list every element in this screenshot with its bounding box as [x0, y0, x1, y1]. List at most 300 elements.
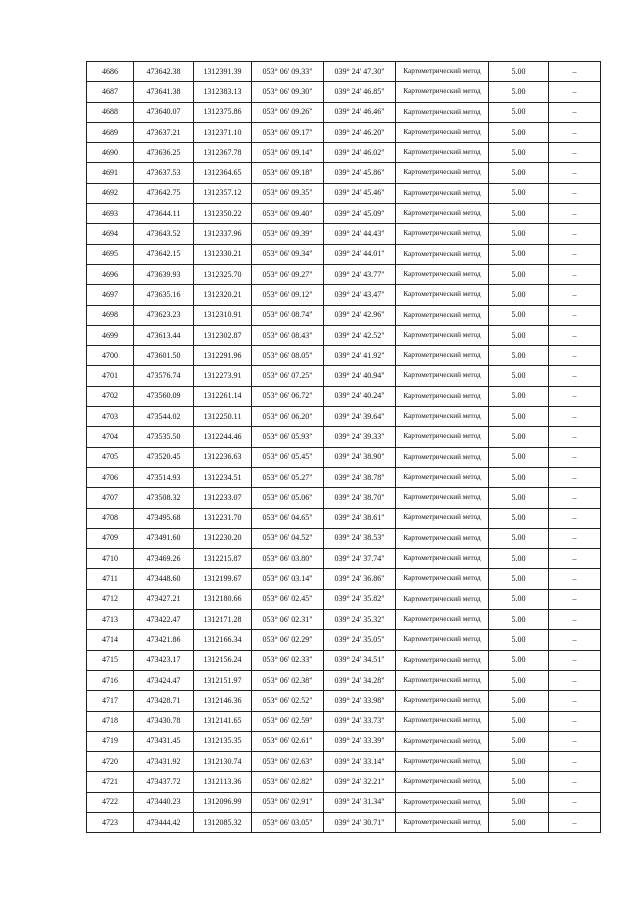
latitude-cell: 053° 06' 03.80"	[252, 549, 324, 569]
method-cell: Картометрический метод	[396, 569, 489, 589]
note-cell: –	[549, 731, 601, 751]
note-cell: –	[549, 467, 601, 487]
y-coordinate-cell: 1312330.21	[194, 244, 252, 264]
table-row	[87, 346, 601, 366]
y-coordinate-cell: 1312166.34	[194, 630, 252, 650]
y-coordinate-cell: 1312180.66	[194, 589, 252, 609]
accuracy-cell: 5.00	[489, 610, 549, 630]
accuracy-cell: 5.00	[489, 366, 549, 386]
latitude-cell: 053° 06' 04.52"	[252, 528, 324, 548]
longitude-cell: 039° 24' 45.86"	[324, 163, 396, 183]
point-number-cell: 4697	[87, 285, 134, 305]
point-number-cell: 4704	[87, 427, 134, 447]
method-cell: Картометрический метод	[396, 812, 489, 832]
latitude-cell: 053° 06' 09.39"	[252, 224, 324, 244]
table-row	[87, 752, 601, 772]
method-cell: Картометрический метод	[396, 305, 489, 325]
method-cell: Картометрический метод	[396, 82, 489, 102]
accuracy-cell: 5.00	[489, 447, 549, 467]
x-coordinate-cell: 473642.38	[134, 62, 194, 82]
latitude-cell: 053° 06' 08.43"	[252, 325, 324, 345]
method-cell: Картометрический метод	[396, 244, 489, 264]
method-cell: Картометрический метод	[396, 488, 489, 508]
method-cell: Картометрический метод	[396, 467, 489, 487]
note-cell: –	[549, 407, 601, 427]
note-cell: –	[549, 346, 601, 366]
y-coordinate-cell: 1312141.65	[194, 711, 252, 731]
longitude-cell: 039° 24' 44.43"	[324, 224, 396, 244]
longitude-cell: 039° 24' 43.77"	[324, 264, 396, 284]
table-row	[87, 792, 601, 812]
y-coordinate-cell: 1312230.20	[194, 528, 252, 548]
note-cell: –	[549, 285, 601, 305]
point-number-cell: 4695	[87, 244, 134, 264]
table-row	[87, 183, 601, 203]
method-cell: Картометрический метод	[396, 691, 489, 711]
y-coordinate-cell: 1312146.36	[194, 691, 252, 711]
point-number-cell: 4719	[87, 731, 134, 751]
method-cell: Картометрический метод	[396, 325, 489, 345]
longitude-cell: 039° 24' 33.98"	[324, 691, 396, 711]
accuracy-cell: 5.00	[489, 691, 549, 711]
latitude-cell: 053° 06' 09.14"	[252, 143, 324, 163]
point-number-cell: 4701	[87, 366, 134, 386]
method-cell: Картометрический метод	[396, 386, 489, 406]
method-cell: Картометрический метод	[396, 224, 489, 244]
method-cell: Картометрический метод	[396, 366, 489, 386]
y-coordinate-cell: 1312320.21	[194, 285, 252, 305]
method-cell: Картометрический метод	[396, 407, 489, 427]
accuracy-cell: 5.00	[489, 224, 549, 244]
longitude-cell: 039° 24' 46.20"	[324, 122, 396, 142]
method-cell: Картометрический метод	[396, 630, 489, 650]
y-coordinate-cell: 1312199.67	[194, 569, 252, 589]
y-coordinate-cell: 1312085.32	[194, 812, 252, 832]
latitude-cell: 053° 06' 02.82"	[252, 772, 324, 792]
y-coordinate-cell: 1312375.86	[194, 102, 252, 122]
x-coordinate-cell: 473640.07	[134, 102, 194, 122]
longitude-cell: 039° 24' 45.09"	[324, 204, 396, 224]
y-coordinate-cell: 1312244.46	[194, 427, 252, 447]
longitude-cell: 039° 24' 39.33"	[324, 427, 396, 447]
table-row	[87, 305, 601, 325]
method-cell: Картометрический метод	[396, 752, 489, 772]
x-coordinate-cell: 473427.21	[134, 589, 194, 609]
y-coordinate-cell: 1312113.36	[194, 772, 252, 792]
y-coordinate-cell: 1312325.70	[194, 264, 252, 284]
method-cell: Картометрический метод	[396, 102, 489, 122]
method-cell: Картометрический метод	[396, 508, 489, 528]
longitude-cell: 039° 24' 45.46"	[324, 183, 396, 203]
point-number-cell: 4694	[87, 224, 134, 244]
latitude-cell: 053° 06' 02.38"	[252, 670, 324, 690]
note-cell: –	[549, 610, 601, 630]
longitude-cell: 039° 24' 38.70"	[324, 488, 396, 508]
note-cell: –	[549, 102, 601, 122]
table-row	[87, 204, 601, 224]
longitude-cell: 039° 24' 40.24"	[324, 386, 396, 406]
accuracy-cell: 5.00	[489, 386, 549, 406]
note-cell: –	[549, 447, 601, 467]
latitude-cell: 053° 06' 06.20"	[252, 407, 324, 427]
point-number-cell: 4693	[87, 204, 134, 224]
x-coordinate-cell: 473641.38	[134, 82, 194, 102]
method-cell: Картометрический метод	[396, 143, 489, 163]
method-cell: Картометрический метод	[396, 285, 489, 305]
longitude-cell: 039° 24' 39.64"	[324, 407, 396, 427]
note-cell: –	[549, 792, 601, 812]
latitude-cell: 053° 06' 02.63"	[252, 752, 324, 772]
x-coordinate-cell: 473637.21	[134, 122, 194, 142]
document-page	[86, 61, 600, 833]
x-coordinate-cell: 473636.25	[134, 143, 194, 163]
x-coordinate-cell: 473643.52	[134, 224, 194, 244]
accuracy-cell: 5.00	[489, 589, 549, 609]
point-number-cell: 4723	[87, 812, 134, 832]
latitude-cell: 053° 06' 06.72"	[252, 386, 324, 406]
longitude-cell: 039° 24' 42.52"	[324, 325, 396, 345]
note-cell: –	[549, 224, 601, 244]
latitude-cell: 053° 06' 02.31"	[252, 610, 324, 630]
longitude-cell: 039° 24' 33.73"	[324, 711, 396, 731]
method-cell: Картометрический метод	[396, 264, 489, 284]
note-cell: –	[549, 204, 601, 224]
y-coordinate-cell: 1312291.96	[194, 346, 252, 366]
point-number-cell: 4703	[87, 407, 134, 427]
y-coordinate-cell: 1312310.91	[194, 305, 252, 325]
method-cell: Картометрический метод	[396, 589, 489, 609]
method-cell: Картометрический метод	[396, 772, 489, 792]
accuracy-cell: 5.00	[489, 407, 549, 427]
latitude-cell: 053° 06' 09.30"	[252, 82, 324, 102]
latitude-cell: 053° 06' 02.91"	[252, 792, 324, 812]
table-row	[87, 630, 601, 650]
longitude-cell: 039° 24' 40.94"	[324, 366, 396, 386]
x-coordinate-cell: 473437.72	[134, 772, 194, 792]
accuracy-cell: 5.00	[489, 528, 549, 548]
latitude-cell: 053° 06' 09.12"	[252, 285, 324, 305]
x-coordinate-cell: 473428.71	[134, 691, 194, 711]
note-cell: –	[549, 305, 601, 325]
y-coordinate-cell: 1312236.63	[194, 447, 252, 467]
point-number-cell: 4699	[87, 325, 134, 345]
note-cell: –	[549, 386, 601, 406]
longitude-cell: 039° 24' 32.21"	[324, 772, 396, 792]
point-number-cell: 4713	[87, 610, 134, 630]
point-number-cell: 4687	[87, 82, 134, 102]
point-number-cell: 4710	[87, 549, 134, 569]
latitude-cell: 053° 06' 09.33"	[252, 62, 324, 82]
coordinates-table-body	[87, 62, 601, 833]
point-number-cell: 4711	[87, 569, 134, 589]
x-coordinate-cell: 473421.86	[134, 630, 194, 650]
latitude-cell: 053° 06' 02.61"	[252, 731, 324, 751]
method-cell: Картометрический метод	[396, 427, 489, 447]
x-coordinate-cell: 473508.32	[134, 488, 194, 508]
latitude-cell: 053° 06' 02.52"	[252, 691, 324, 711]
table-row	[87, 102, 601, 122]
note-cell: –	[549, 244, 601, 264]
latitude-cell: 053° 06' 05.93"	[252, 427, 324, 447]
method-cell: Картометрический метод	[396, 163, 489, 183]
method-cell: Картометрический метод	[396, 610, 489, 630]
longitude-cell: 039° 24' 44.01"	[324, 244, 396, 264]
y-coordinate-cell: 1312261.14	[194, 386, 252, 406]
method-cell: Картометрический метод	[396, 62, 489, 82]
accuracy-cell: 5.00	[489, 183, 549, 203]
longitude-cell: 039° 24' 35.82"	[324, 589, 396, 609]
latitude-cell: 053° 06' 09.34"	[252, 244, 324, 264]
note-cell: –	[549, 812, 601, 832]
method-cell: Картометрический метод	[396, 528, 489, 548]
table-row	[87, 407, 601, 427]
table-row	[87, 62, 601, 82]
longitude-cell: 039° 24' 34.28"	[324, 670, 396, 690]
table-row	[87, 569, 601, 589]
table-row	[87, 244, 601, 264]
accuracy-cell: 5.00	[489, 305, 549, 325]
accuracy-cell: 5.00	[489, 549, 549, 569]
table-row	[87, 285, 601, 305]
x-coordinate-cell: 473422.47	[134, 610, 194, 630]
latitude-cell: 053° 06' 07.25"	[252, 366, 324, 386]
longitude-cell: 039° 24' 35.05"	[324, 630, 396, 650]
accuracy-cell: 5.00	[489, 102, 549, 122]
table-row	[87, 731, 601, 751]
longitude-cell: 039° 24' 47.30"	[324, 62, 396, 82]
accuracy-cell: 5.00	[489, 143, 549, 163]
table-row	[87, 812, 601, 832]
y-coordinate-cell: 1312273.91	[194, 366, 252, 386]
longitude-cell: 039° 24' 46.85"	[324, 82, 396, 102]
accuracy-cell: 5.00	[489, 630, 549, 650]
table-row	[87, 508, 601, 528]
point-number-cell: 4709	[87, 528, 134, 548]
table-row	[87, 772, 601, 792]
point-number-cell: 4698	[87, 305, 134, 325]
point-number-cell: 4716	[87, 670, 134, 690]
longitude-cell: 039° 24' 38.61"	[324, 508, 396, 528]
y-coordinate-cell: 1312130.74	[194, 752, 252, 772]
note-cell: –	[549, 163, 601, 183]
point-number-cell: 4712	[87, 589, 134, 609]
accuracy-cell: 5.00	[489, 731, 549, 751]
table-row	[87, 122, 601, 142]
y-coordinate-cell: 1312337.96	[194, 224, 252, 244]
x-coordinate-cell: 473613.44	[134, 325, 194, 345]
method-cell: Картометрический метод	[396, 447, 489, 467]
y-coordinate-cell: 1312096.99	[194, 792, 252, 812]
latitude-cell: 053° 06' 02.33"	[252, 650, 324, 670]
accuracy-cell: 5.00	[489, 467, 549, 487]
longitude-cell: 039° 24' 38.53"	[324, 528, 396, 548]
point-number-cell: 4691	[87, 163, 134, 183]
x-coordinate-cell: 473491.60	[134, 528, 194, 548]
method-cell: Картометрический метод	[396, 731, 489, 751]
longitude-cell: 039° 24' 31.34"	[324, 792, 396, 812]
accuracy-cell: 5.00	[489, 508, 549, 528]
note-cell: –	[549, 772, 601, 792]
y-coordinate-cell: 1312391.39	[194, 62, 252, 82]
y-coordinate-cell: 1312171.28	[194, 610, 252, 630]
latitude-cell: 053° 06' 03.05"	[252, 812, 324, 832]
latitude-cell: 053° 06' 05.06"	[252, 488, 324, 508]
point-number-cell: 4721	[87, 772, 134, 792]
latitude-cell: 053° 06' 08.05"	[252, 346, 324, 366]
x-coordinate-cell: 473424.47	[134, 670, 194, 690]
table-row	[87, 589, 601, 609]
latitude-cell: 053° 06' 09.17"	[252, 122, 324, 142]
y-coordinate-cell: 1312364.65	[194, 163, 252, 183]
x-coordinate-cell: 473514.93	[134, 467, 194, 487]
note-cell: –	[549, 670, 601, 690]
y-coordinate-cell: 1312357.12	[194, 183, 252, 203]
accuracy-cell: 5.00	[489, 325, 549, 345]
latitude-cell: 053° 06' 05.45"	[252, 447, 324, 467]
note-cell: –	[549, 691, 601, 711]
table-row	[87, 528, 601, 548]
longitude-cell: 039° 24' 33.39"	[324, 731, 396, 751]
accuracy-cell: 5.00	[489, 285, 549, 305]
point-number-cell: 4700	[87, 346, 134, 366]
accuracy-cell: 5.00	[489, 82, 549, 102]
table-row	[87, 325, 601, 345]
point-number-cell: 4717	[87, 691, 134, 711]
latitude-cell: 053° 06' 05.27"	[252, 467, 324, 487]
note-cell: –	[549, 183, 601, 203]
longitude-cell: 039° 24' 46.46"	[324, 102, 396, 122]
y-coordinate-cell: 1312350.22	[194, 204, 252, 224]
y-coordinate-cell: 1312135.35	[194, 731, 252, 751]
longitude-cell: 039° 24' 35.32"	[324, 610, 396, 630]
method-cell: Картометрический метод	[396, 549, 489, 569]
x-coordinate-cell: 473495.68	[134, 508, 194, 528]
table-row	[87, 610, 601, 630]
method-cell: Картометрический метод	[396, 204, 489, 224]
x-coordinate-cell: 473544.02	[134, 407, 194, 427]
note-cell: –	[549, 569, 601, 589]
accuracy-cell: 5.00	[489, 122, 549, 142]
method-cell: Картометрический метод	[396, 122, 489, 142]
accuracy-cell: 5.00	[489, 163, 549, 183]
note-cell: –	[549, 325, 601, 345]
method-cell: Картометрический метод	[396, 183, 489, 203]
y-coordinate-cell: 1312215.87	[194, 549, 252, 569]
y-coordinate-cell: 1312302.87	[194, 325, 252, 345]
accuracy-cell: 5.00	[489, 488, 549, 508]
y-coordinate-cell: 1312250.11	[194, 407, 252, 427]
point-number-cell: 4688	[87, 102, 134, 122]
accuracy-cell: 5.00	[489, 711, 549, 731]
table-row	[87, 366, 601, 386]
x-coordinate-cell: 473639.93	[134, 264, 194, 284]
latitude-cell: 053° 06' 03.14"	[252, 569, 324, 589]
point-number-cell: 4714	[87, 630, 134, 650]
x-coordinate-cell: 473635.16	[134, 285, 194, 305]
point-number-cell: 4686	[87, 62, 134, 82]
longitude-cell: 039° 24' 42.96"	[324, 305, 396, 325]
latitude-cell: 053° 06' 09.26"	[252, 102, 324, 122]
accuracy-cell: 5.00	[489, 569, 549, 589]
x-coordinate-cell: 473642.15	[134, 244, 194, 264]
longitude-cell: 039° 24' 33.14"	[324, 752, 396, 772]
x-coordinate-cell: 473642.75	[134, 183, 194, 203]
note-cell: –	[549, 366, 601, 386]
y-coordinate-cell: 1312233.07	[194, 488, 252, 508]
coordinates-table	[86, 61, 601, 833]
note-cell: –	[549, 508, 601, 528]
latitude-cell: 053° 06' 09.40"	[252, 204, 324, 224]
table-row	[87, 82, 601, 102]
table-row	[87, 447, 601, 467]
note-cell: –	[549, 752, 601, 772]
table-row	[87, 549, 601, 569]
point-number-cell: 4720	[87, 752, 134, 772]
note-cell: –	[549, 143, 601, 163]
note-cell: –	[549, 630, 601, 650]
x-coordinate-cell: 473469.26	[134, 549, 194, 569]
method-cell: Картометрический метод	[396, 792, 489, 812]
method-cell: Картометрический метод	[396, 650, 489, 670]
table-row	[87, 427, 601, 447]
x-coordinate-cell: 473576.74	[134, 366, 194, 386]
note-cell: –	[549, 528, 601, 548]
accuracy-cell: 5.00	[489, 427, 549, 447]
point-number-cell: 4689	[87, 122, 134, 142]
x-coordinate-cell: 473448.60	[134, 569, 194, 589]
y-coordinate-cell: 1312234.51	[194, 467, 252, 487]
point-number-cell: 4707	[87, 488, 134, 508]
latitude-cell: 053° 06' 04.65"	[252, 508, 324, 528]
y-coordinate-cell: 1312383.13	[194, 82, 252, 102]
x-coordinate-cell: 473637.53	[134, 163, 194, 183]
point-number-cell: 4708	[87, 508, 134, 528]
note-cell: –	[549, 122, 601, 142]
method-cell: Картометрический метод	[396, 346, 489, 366]
table-row	[87, 163, 601, 183]
x-coordinate-cell: 473444.42	[134, 812, 194, 832]
y-coordinate-cell: 1312156.24	[194, 650, 252, 670]
table-row	[87, 691, 601, 711]
longitude-cell: 039° 24' 36.86"	[324, 569, 396, 589]
y-coordinate-cell: 1312151.97	[194, 670, 252, 690]
point-number-cell: 4690	[87, 143, 134, 163]
point-number-cell: 4702	[87, 386, 134, 406]
y-coordinate-cell: 1312231.70	[194, 508, 252, 528]
x-coordinate-cell: 473644.11	[134, 204, 194, 224]
x-coordinate-cell: 473520.45	[134, 447, 194, 467]
longitude-cell: 039° 24' 34.51"	[324, 650, 396, 670]
table-row	[87, 143, 601, 163]
note-cell: –	[549, 650, 601, 670]
method-cell: Картометрический метод	[396, 670, 489, 690]
note-cell: –	[549, 82, 601, 102]
accuracy-cell: 5.00	[489, 670, 549, 690]
y-coordinate-cell: 1312367.78	[194, 143, 252, 163]
x-coordinate-cell: 473430.78	[134, 711, 194, 731]
table-row	[87, 670, 601, 690]
table-row	[87, 224, 601, 244]
accuracy-cell: 5.00	[489, 346, 549, 366]
accuracy-cell: 5.00	[489, 62, 549, 82]
latitude-cell: 053° 06' 02.59"	[252, 711, 324, 731]
point-number-cell: 4722	[87, 792, 134, 812]
accuracy-cell: 5.00	[489, 264, 549, 284]
note-cell: –	[549, 427, 601, 447]
table-row	[87, 488, 601, 508]
latitude-cell: 053° 06' 09.35"	[252, 183, 324, 203]
point-number-cell: 4706	[87, 467, 134, 487]
